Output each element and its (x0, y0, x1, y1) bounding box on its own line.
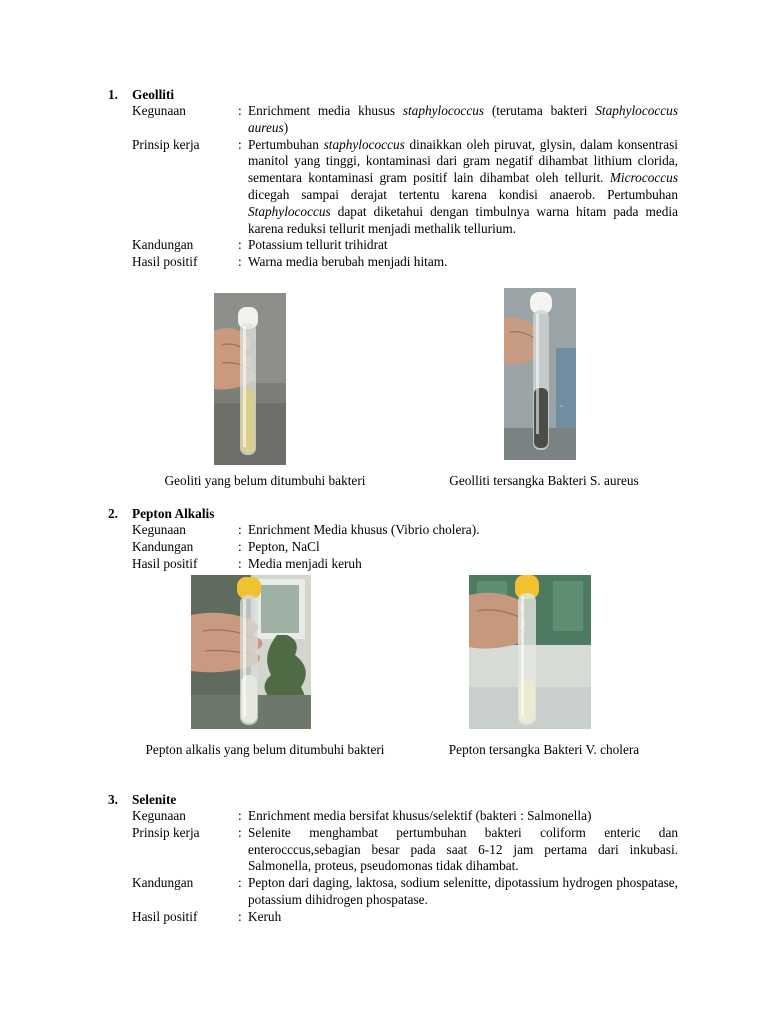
text-run: (terutama bakteri (484, 103, 596, 118)
row-value (248, 825, 678, 875)
text-run: Pepton, NaCl (248, 538, 320, 554)
text-run: Pepton dari daging, laktosa, sodium selenitte, dipotassium hydrogen phospatase, potassium dihidrogen phospatase. (248, 875, 678, 907)
row-value (248, 808, 678, 825)
text-run: ) (283, 119, 289, 135)
italic-term: Staphylococcus aureus (248, 103, 678, 135)
section-heading: 1. Geolliti (108, 87, 175, 102)
italic-term: staphylococcus (323, 136, 405, 152)
text-run: Keruh (248, 908, 282, 924)
caption-geolliti-uninoculated: Geoliti yang belum ditumbuhi bakteri (164, 473, 366, 488)
text-run: Enrichment Media khusus (Vibrio cholera). (248, 522, 480, 537)
row-kandungan: Kandungan : Potassium tellurit trihidrat (108, 237, 678, 254)
row-value (248, 539, 678, 556)
text-run: dicegah sampai derajat tertentu karena kondisi anaerob. Pertumbuhan (248, 186, 678, 202)
text-run: Enrichment media khusus (248, 103, 403, 118)
row-value (248, 909, 678, 926)
row-value (248, 556, 678, 573)
text-run: Enrichment media bersifat khusus/selektif (bakteri : Salmonella) (248, 808, 592, 823)
section-selenite (108, 791, 678, 926)
section-title: Pepton Alkalis (132, 506, 215, 521)
text-run: Media menjadi keruh (248, 555, 362, 571)
row-prinsip-kerja: Prinsip kerja : Selenite menghambat pertumbuhan bakteri coliform enteric dan enterocccus,sebagian besar pada saat 6-12 jam pertama dari inkubasi. Salmonella, proteus, pseudomonas tidak dihambat. (132, 824, 678, 874)
row-kegunaan: Kegunaan : Enrichment Media khusus (Vibrio cholera). (108, 522, 678, 539)
text-run: Selenite menghambat pertumbuhan bakteri coliform enteric dan enterocccus,sebagian besar pada saat 6-12 jam pertama dari inkubasi. Salmonella, proteus, pseudomonas tidak dihambat. (248, 824, 678, 874)
photo-pepton-uninoculated (191, 575, 311, 729)
caption-geolliti-s-aureus: Geolliti tersangka Bakteri S. aureus (449, 473, 639, 488)
section-heading: 3. Selenite (108, 792, 177, 807)
section-title: Selenite (132, 792, 177, 807)
section-geolliti (108, 86, 678, 271)
caption-pepton-v-cholera: Pepton tersangka Bakteri V. cholera (448, 742, 640, 757)
svg-text:~: ~ (559, 403, 565, 410)
photo-pepton-v-cholera (469, 575, 591, 729)
row-kandungan: Kandungan : Pepton dari daging, laktosa, sodium selenitte, dipotassium hydrogen phospatase, potassium dihidrogen phospatase. (132, 875, 678, 907)
row-value (248, 237, 678, 254)
italic-term: Staphylococcus (248, 203, 331, 219)
text-run: Pertumbuhan (248, 136, 324, 152)
text-run: Warna media berubah menjadi hitam. (248, 254, 448, 270)
text-run: dapat diketahui dengan timbulnya warna hitam pada media karena reduksi tellurit menjadi methalik tellurium. (248, 203, 678, 236)
text-run: dinaikkan oleh piruvat, glysin, dalam konsentrasi manitol yang tinggi, kontaminasi dari gram negatif dihambat lithium clorida, sementara kontaminasi gram positif lain dihambat oleh tellurit. (248, 136, 678, 186)
section-pepton-alkalis (108, 505, 678, 572)
row-value (248, 254, 678, 271)
row-hasil-positif: Hasil positif : Warna media berubah menjadi hitam. (108, 254, 678, 271)
italic-term: staphylococcus (402, 103, 485, 118)
row-kandungan: Kandungan : Pepton, NaCl (108, 539, 678, 556)
caption-pepton-uninoculated: Pepton alkalis yang belum ditumbuhi bakteri (145, 742, 385, 757)
row-value (248, 103, 678, 137)
row-value (248, 522, 678, 539)
italic-term: Micrococcus (609, 170, 678, 186)
section-title: Geolliti (132, 87, 175, 102)
row-kegunaan: Kegunaan : Enrichment media khusus staphylococcus (terutama bakteri Staphylococcus aureus) (132, 103, 678, 135)
section-heading: 2. Pepton Alkalis (108, 506, 215, 521)
row-value (248, 137, 678, 238)
row-prinsip-kerja: Prinsip kerja : Pertumbuhan staphylococcus dinaikkan oleh piruvat, glysin, dalam konsentrasi manitol yang tinggi, kontaminasi dari gram negatif dihambat lithium clorida, sementara kontaminasi gram positif lain dihambat oleh tellurit. Micrococcus dicegah sampai derajat tertentu karena kondisi anaerob. Pertumbuhan Staphylococcus dapat diketahui dengan timbulnya warna hitam pada media karena reduksi tellurit menjadi methalik tellurium. (132, 136, 678, 236)
photo-geolliti-uninoculated (214, 293, 286, 465)
row-hasil-positif: Hasil positif : Keruh (108, 909, 678, 926)
photo-geolliti-s-aureus (504, 288, 576, 460)
text-run: Potassium tellurit trihidrat (248, 237, 388, 253)
row-value (248, 875, 678, 909)
row-hasil-positif: Hasil positif : Media menjadi keruh (108, 556, 678, 573)
row-kegunaan: Kegunaan : Enrichment media bersifat khusus/selektif (bakteri : Salmonella) (108, 808, 678, 825)
